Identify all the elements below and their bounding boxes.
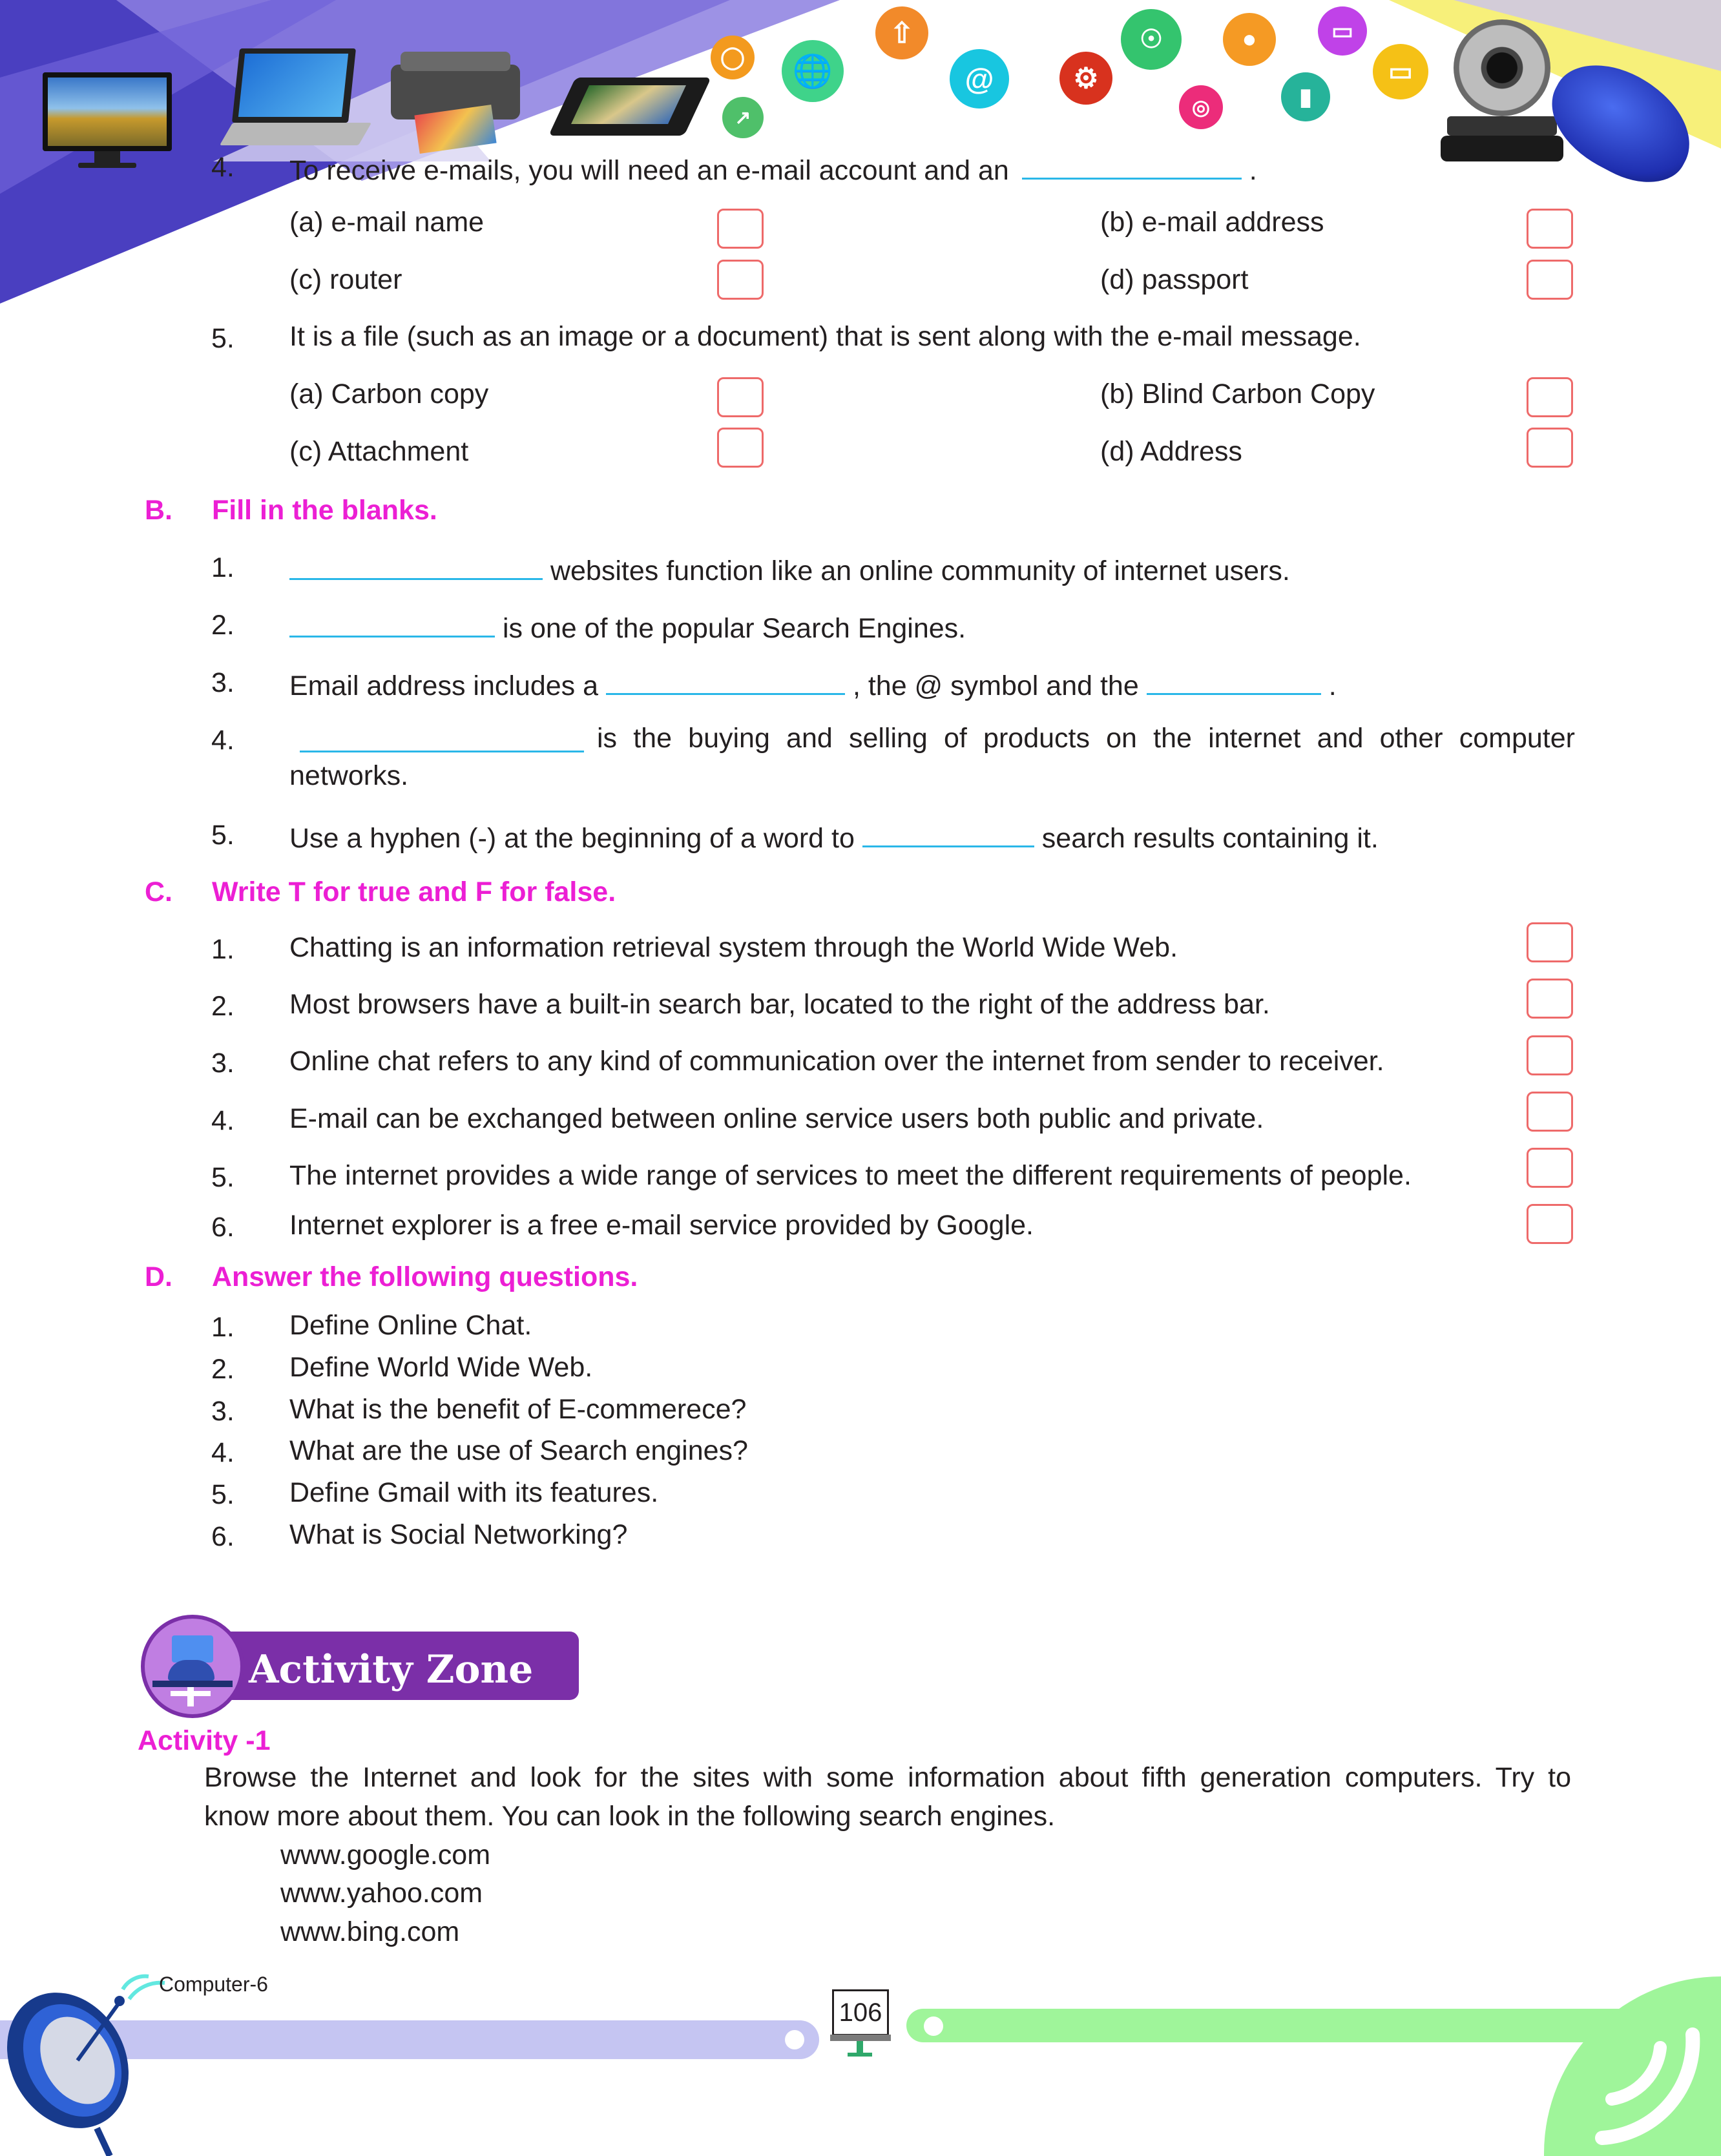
fill-1-blank[interactable] xyxy=(289,552,543,580)
activity-zone-title: Activity Zone xyxy=(249,1647,534,1692)
tf-1-text: Chatting is an information retrieval system through the World Wide Web. xyxy=(289,932,1178,963)
mcq-5-option-d: (d) Address xyxy=(1100,436,1242,467)
tf-4-number: 4. xyxy=(211,1105,235,1136)
page-number-stand xyxy=(830,2035,891,2041)
mcq-5-option-b-checkbox[interactable] xyxy=(1527,377,1573,417)
mcq-5-option-d-checkbox[interactable] xyxy=(1527,428,1573,468)
q-5-text: Define Gmail with its features. xyxy=(289,1477,659,1508)
section-b-title: Fill in the blanks. xyxy=(212,495,437,526)
mouse-icon: ● xyxy=(1223,13,1276,66)
page-number: 106 xyxy=(832,1989,889,2036)
tf-6-answer-box[interactable] xyxy=(1527,1204,1573,1244)
mcq-5-option-b: (b) Blind Carbon Copy xyxy=(1100,378,1375,409)
q-5-number: 5. xyxy=(211,1479,235,1510)
mcq-4-question-text: To receive e-mails, you will need an e-mail account and an xyxy=(289,155,1009,186)
fill-3-text-c: . xyxy=(1328,670,1337,701)
q-1-number: 1. xyxy=(211,1312,235,1343)
monitor-icon: ▭ xyxy=(1373,44,1428,99)
tf-2-answer-box[interactable] xyxy=(1527,979,1573,1019)
q-6-number: 6. xyxy=(211,1521,235,1552)
link-yahoo[interactable]: www.yahoo.com xyxy=(280,1878,483,1909)
footer-right-dot xyxy=(924,2016,943,2036)
gamepad-icon: ◎ xyxy=(1179,85,1223,129)
fill-5-line xyxy=(289,820,1379,853)
fill-3-blank-b[interactable] xyxy=(1147,667,1321,695)
satellite-dish-icon xyxy=(0,1964,168,2156)
fill-5-number: 5. xyxy=(211,820,235,851)
monitor-picture xyxy=(43,72,172,169)
growth-chart-icon: ↗ xyxy=(722,97,764,138)
fill-5-blank[interactable] xyxy=(862,820,1034,847)
fill-1-text: websites function like an online community of internet users. xyxy=(550,555,1290,586)
upload-icon: ⇧ xyxy=(875,6,928,59)
fill-1-number: 1. xyxy=(211,552,235,583)
mcq-4-option-a-checkbox[interactable] xyxy=(717,209,764,249)
tf-6-number: 6. xyxy=(211,1212,235,1243)
mcq-4-option-c-checkbox[interactable] xyxy=(717,260,764,300)
footer-signal-icon xyxy=(1576,2009,1705,2151)
fill-3-line xyxy=(289,667,1337,700)
mcq-4-question xyxy=(289,152,1257,185)
mcq-4-end: . xyxy=(1249,155,1257,186)
mcq-5-option-c: (c) Attachment xyxy=(289,436,469,467)
at-sign-icon: @ xyxy=(950,49,1009,109)
fill-3-blank-a[interactable] xyxy=(606,667,845,695)
q-3-number: 3. xyxy=(211,1396,235,1427)
section-d-letter: D. xyxy=(145,1261,172,1292)
section-c-title: Write T for true and F for false. xyxy=(212,876,616,907)
section-c-letter: C. xyxy=(145,876,172,907)
mcq-4-option-b-checkbox[interactable] xyxy=(1527,209,1573,249)
activity-desk-icon xyxy=(141,1615,244,1718)
link-bing[interactable]: www.bing.com xyxy=(280,1916,460,1947)
computer-mouse-icon: ◯ xyxy=(711,36,755,79)
webcam-picture xyxy=(1441,19,1563,171)
tf-5-number: 5. xyxy=(211,1162,235,1193)
q-3-text: What is the benefit of E-commerece? xyxy=(289,1394,747,1425)
fill-5-text-b: search results containing it. xyxy=(1041,823,1379,854)
mcq-5-question: It is a file (such as an image or a document) that is sent along with the e-mail message. xyxy=(289,321,1361,352)
gears-icon: ⚙ xyxy=(1059,52,1112,105)
fill-4-text: is the buying and selling of products on the internet and other computer xyxy=(597,723,1575,754)
fill-2-number: 2. xyxy=(211,610,235,641)
page-number-leg xyxy=(857,2041,863,2054)
link-google[interactable]: www.google.com xyxy=(280,1840,491,1871)
fill-1-line xyxy=(289,552,1290,585)
tf-2-number: 2. xyxy=(211,991,235,1022)
network-icon: ☉ xyxy=(1121,9,1182,70)
tf-2-text: Most browsers have a built-in search bar, located to the right of the address bar. xyxy=(289,989,1270,1020)
q-6-text: What is Social Networking? xyxy=(289,1519,628,1550)
tf-3-text: Online chat refers to any kind of communication over the internet from sender to receiver. xyxy=(289,1046,1384,1077)
tf-1-number: 1. xyxy=(211,934,235,965)
mcq-4-option-b: (b) e-mail address xyxy=(1100,207,1324,238)
fill-5-text-a: Use a hyphen (-) at the beginning of a word to xyxy=(289,823,855,854)
mcq-5-option-c-checkbox[interactable] xyxy=(717,428,764,468)
q-4-text: What are the use of Search engines? xyxy=(289,1435,748,1466)
fill-4-blank[interactable] xyxy=(300,725,584,752)
fill-2-text: is one of the popular Search Engines. xyxy=(502,613,966,644)
blue-mouse-picture xyxy=(1547,61,1702,191)
printer-picture xyxy=(391,45,527,149)
fill-3-number: 3. xyxy=(211,667,235,698)
mcq-5-option-a: (a) Carbon copy xyxy=(289,378,489,409)
tf-3-answer-box[interactable] xyxy=(1527,1035,1573,1075)
fill-3-text-b: , the @ symbol and the xyxy=(852,670,1139,701)
tf-3-number: 3. xyxy=(211,1048,235,1079)
tf-5-answer-box[interactable] xyxy=(1527,1148,1573,1188)
page-number-base xyxy=(848,2053,872,2057)
laptop-picture xyxy=(226,48,375,152)
globe-icon: 🌐 xyxy=(782,40,844,102)
mcq-4-option-d: (d) passport xyxy=(1100,264,1249,295)
tf-5-text: The internet provides a wide range of services to meet the different requirements of people. xyxy=(289,1160,1412,1191)
fill-4-line xyxy=(289,725,1575,752)
q-1-text: Define Online Chat. xyxy=(289,1310,532,1341)
mcq-4-number: 4. xyxy=(211,152,235,183)
q-2-text: Define World Wide Web. xyxy=(289,1352,593,1383)
mcq-4-option-d-checkbox[interactable] xyxy=(1527,260,1573,300)
tf-1-answer-box[interactable] xyxy=(1527,922,1573,962)
fill-2-blank[interactable] xyxy=(289,610,495,637)
fill-3-text-a: Email address includes a xyxy=(289,670,599,701)
activity-line-2: know more about them. You can look in the following search engines. xyxy=(204,1801,1056,1832)
fill-4-number: 4. xyxy=(211,725,235,756)
mcq-4-option-a: (a) e-mail name xyxy=(289,207,485,238)
mcq-4-option-c: (c) router xyxy=(289,264,402,295)
section-d-title: Answer the following questions. xyxy=(212,1261,638,1292)
activity-line-1: Browse the Internet and look for the sites with some information about fifth generation computers. Try to xyxy=(204,1762,1571,1793)
footer-book-title: Computer-6 xyxy=(159,1973,268,1996)
footer-left-dot xyxy=(785,2030,804,2049)
q-4-number: 4. xyxy=(211,1437,235,1468)
mcq-5-option-a-checkbox[interactable] xyxy=(717,377,764,417)
scanner-picture xyxy=(562,65,704,149)
q-2-number: 2. xyxy=(211,1354,235,1385)
tf-4-answer-box[interactable] xyxy=(1527,1092,1573,1132)
fill-2-line xyxy=(289,610,966,643)
activity-heading: Activity -1 xyxy=(138,1725,271,1756)
mcq-5-number: 5. xyxy=(211,323,235,354)
folder-icon: ▭ xyxy=(1318,6,1367,56)
bar-chart-icon: ▮ xyxy=(1281,72,1330,121)
tf-4-text: E-mail can be exchanged between online service users both public and private. xyxy=(289,1103,1264,1134)
fill-4-text-cont: networks. xyxy=(289,760,409,791)
tf-6-text: Internet explorer is a free e-mail service provided by Google. xyxy=(289,1210,1034,1241)
mcq-4-blank[interactable] xyxy=(1022,152,1242,180)
section-b-letter: B. xyxy=(145,495,172,526)
